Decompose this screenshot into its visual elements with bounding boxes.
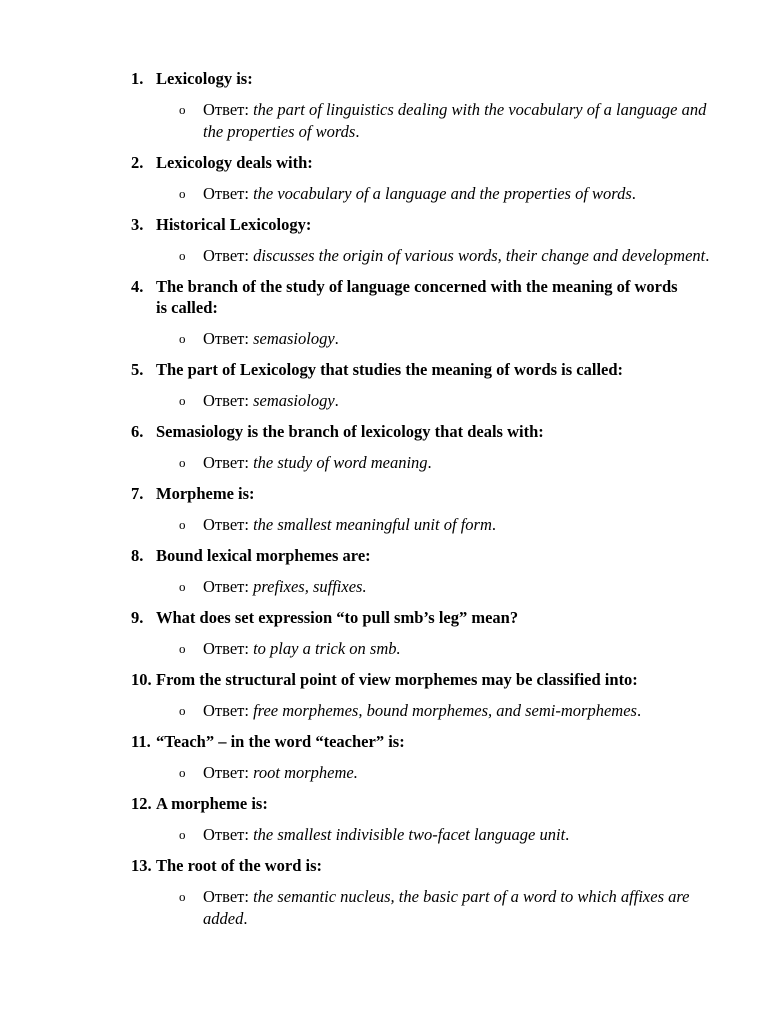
circle-bullet-icon: o [179, 765, 186, 780]
circle-bullet-icon: o [179, 185, 186, 201]
question-item [0, 545, 768, 567]
answer-text: the vocabulary of a language and the properties of words [253, 183, 632, 203]
question-text: Bound lexical morphemes are: [156, 546, 371, 565]
answer-item [0, 824, 768, 846]
question-number: 10. [131, 670, 152, 689]
circle-bullet-icon: o [179, 517, 186, 532]
question-text: “Teach” – in the word “teacher” is: [156, 732, 405, 751]
circle-bullet-icon: o [179, 641, 186, 656]
question-item [0, 214, 768, 236]
question-number: 5. [131, 360, 144, 379]
question-number: 8. [131, 546, 144, 565]
answer-period: . [334, 391, 339, 410]
answer-text: free morphemes, bound morphemes, and semi-morphemes [253, 701, 637, 720]
question-number: 1. [131, 69, 144, 88]
question-text: The part of Lexicology that studies the meaning of words is called: [156, 360, 624, 379]
circle-bullet-icon: o [179, 393, 186, 408]
answer-item [0, 452, 768, 474]
answer-text: the smallest meaningful unit of form [253, 515, 492, 534]
question-text: Morpheme is: [156, 484, 255, 503]
answer-item [0, 328, 768, 350]
question-text: The branch of the study of language concerned with the meaning of words is called: [156, 276, 678, 317]
question-number: 6. [131, 422, 144, 441]
answer-prefix: Ответ: [203, 639, 249, 658]
answer-period: . [355, 121, 360, 141]
answer-text: to play a trick on smb. [253, 639, 401, 658]
question-item [0, 68, 768, 90]
answer-period: . [427, 453, 432, 472]
answer-prefix: Ответ: [203, 100, 249, 119]
question-item [0, 483, 768, 505]
question-text: What does set expression “to pull smb’s leg” mean? [156, 608, 519, 627]
circle-bullet-icon: o [179, 247, 186, 263]
answer-item [0, 99, 768, 142]
question-list [0, 68, 768, 929]
answer-item [0, 576, 768, 598]
answer-prefix: Ответ: [203, 453, 249, 472]
answer-text: semasiology [253, 329, 335, 348]
answer-period: . [565, 825, 570, 844]
circle-bullet-icon: o [179, 331, 186, 346]
answer-item [0, 638, 768, 660]
answer-period: . [636, 701, 642, 720]
answer-text: semasiology [253, 391, 335, 410]
answer-period: . [705, 245, 710, 265]
circle-bullet-icon: o [179, 889, 186, 904]
answer-prefix: Ответ: [203, 701, 249, 720]
circle-bullet-icon: o [179, 827, 186, 842]
answer-prefix: Ответ: [203, 515, 249, 534]
question-text: The root of the word is: [156, 856, 323, 875]
question-number: 3. [131, 214, 144, 234]
question-item [0, 152, 768, 174]
circle-bullet-icon: o [179, 703, 186, 718]
question-text: A morpheme is: [156, 794, 268, 813]
question-number: 12. [131, 794, 152, 813]
answer-prefix: Ответ: [203, 245, 249, 265]
answer-text: root morpheme. [253, 763, 358, 782]
question-text: From the structural point of view morphemes may be classified into: [156, 670, 638, 689]
answer-item [0, 886, 768, 929]
question-number: 2. [131, 152, 144, 172]
question-item [0, 359, 768, 381]
question-item [0, 731, 768, 753]
question-text: Lexicology is: [156, 69, 253, 88]
answer-prefix: Ответ: [203, 763, 249, 782]
answer-item [0, 245, 768, 267]
answer-text: the part of linguistics dealing with the vocabulary of a language and the properties of words [203, 100, 707, 141]
answer-text: prefixes, suffixes. [253, 577, 367, 596]
question-item [0, 607, 768, 629]
answer-text: the study of word meaning [253, 453, 428, 472]
question-item [0, 669, 768, 691]
answer-period: . [334, 329, 339, 348]
answer-text: the smallest indivisible two-facet language unit [253, 825, 566, 844]
question-item [0, 421, 768, 443]
answer-period: . [491, 515, 496, 534]
circle-bullet-icon: o [179, 579, 186, 594]
question-item [0, 855, 768, 877]
answer-item [0, 762, 768, 784]
answer-period: . [631, 183, 636, 203]
question-text: Lexicology deals with: [156, 152, 313, 172]
answer-item [0, 183, 768, 205]
question-number: 4. [131, 276, 144, 296]
answer-item [0, 390, 768, 412]
answer-text: discusses the origin of various words, their change and development [253, 245, 706, 265]
question-item [0, 793, 768, 815]
question-number: 13. [131, 856, 152, 875]
circle-bullet-icon: o [179, 102, 186, 117]
question-number: 9. [131, 608, 144, 627]
answer-item [0, 514, 768, 536]
answer-item [0, 700, 768, 722]
question-number: 11. [131, 732, 151, 751]
answer-period: . [243, 908, 248, 928]
answer-prefix: Ответ: [203, 577, 249, 596]
answer-prefix: Ответ: [203, 391, 249, 410]
question-text: Historical Lexicology: [156, 214, 312, 234]
question-text: Semasiology is the branch of lexicology that deals with: [156, 422, 544, 441]
circle-bullet-icon: o [179, 455, 186, 470]
answer-prefix: Ответ: [203, 825, 249, 844]
question-number: 7. [131, 484, 144, 503]
question-item [0, 276, 768, 319]
answer-prefix: Ответ: [203, 887, 249, 906]
answer-prefix: Ответ: [203, 329, 249, 348]
answer-prefix: Ответ: [203, 183, 249, 203]
answer-text: the semantic nucleus, the basic part of a word to which affixes are added [203, 887, 690, 928]
